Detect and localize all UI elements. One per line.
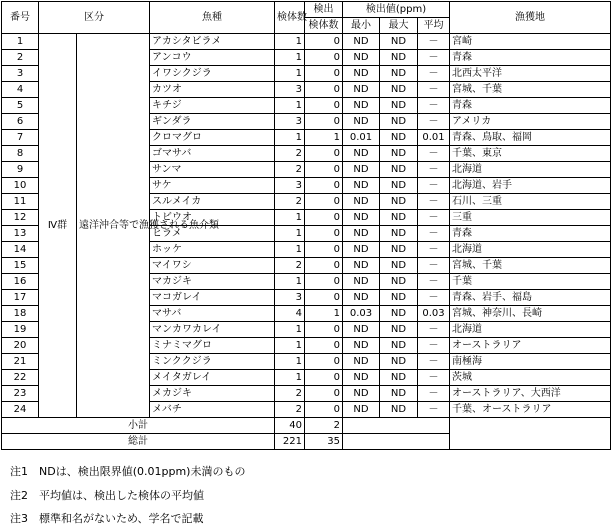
sample-count: 2	[275, 386, 305, 402]
value-min: ND	[343, 82, 380, 98]
value-avg: －	[418, 50, 450, 66]
row-number: 13	[2, 226, 39, 242]
value-max: ND	[380, 370, 418, 386]
value-avg: －	[418, 290, 450, 306]
value-min: ND	[343, 178, 380, 194]
fish-name: サンマ	[150, 162, 275, 178]
fish-name: ミンククジラ	[150, 354, 275, 370]
value-min: ND	[343, 322, 380, 338]
value-max: ND	[380, 322, 418, 338]
value-avg: －	[418, 242, 450, 258]
fish-name: メイタガレイ	[150, 370, 275, 386]
row-number: 2	[2, 50, 39, 66]
subtotal-row	[2, 418, 611, 434]
sample-count: 4	[275, 306, 305, 322]
row-number: 11	[2, 194, 39, 210]
value-avg: 0.01	[418, 130, 450, 146]
detected-count: 0	[305, 322, 343, 338]
catch-area: 青森	[450, 50, 611, 66]
value-max: ND	[380, 146, 418, 162]
detected-count: 0	[305, 162, 343, 178]
value-avg: －	[418, 98, 450, 114]
sample-count: 1	[275, 322, 305, 338]
value-avg: －	[418, 34, 450, 50]
sample-count: 1	[275, 338, 305, 354]
value-avg: －	[418, 146, 450, 162]
sample-count: 3	[275, 290, 305, 306]
header-max: 最大	[380, 18, 418, 34]
row-number: 6	[2, 114, 39, 130]
value-min: ND	[343, 258, 380, 274]
catch-area: オーストラリア	[450, 338, 611, 354]
row-number: 17	[2, 290, 39, 306]
value-min: ND	[343, 226, 380, 242]
detected-count: 0	[305, 370, 343, 386]
fish-name: アンコウ	[150, 50, 275, 66]
value-min: ND	[343, 194, 380, 210]
value-max: ND	[380, 226, 418, 242]
value-max: ND	[380, 402, 418, 418]
value-max: ND	[380, 354, 418, 370]
value-max: ND	[380, 194, 418, 210]
value-max: ND	[380, 242, 418, 258]
detected-count: 0	[305, 258, 343, 274]
detected-count: 0	[305, 402, 343, 418]
sample-count: 1	[275, 370, 305, 386]
fish-name: アカシタビラメ	[150, 34, 275, 50]
sample-count: 2	[275, 258, 305, 274]
header-fish: 魚種	[150, 2, 275, 34]
value-avg: －	[418, 178, 450, 194]
catch-area: 千葉	[450, 274, 611, 290]
header-category: 区分	[39, 2, 150, 34]
fish-name: マサバ	[150, 306, 275, 322]
detected-count: 0	[305, 114, 343, 130]
catch-area: 北西太平洋	[450, 66, 611, 82]
row-number: 21	[2, 354, 39, 370]
fish-name: ミナミマグロ	[150, 338, 275, 354]
fish-name: カツオ	[150, 82, 275, 98]
sample-count: 1	[275, 50, 305, 66]
detected-count: 0	[305, 50, 343, 66]
subtotal-samples: 40	[275, 418, 305, 434]
value-min: ND	[343, 66, 380, 82]
sample-count: 1	[275, 210, 305, 226]
detected-count: 0	[305, 274, 343, 290]
detected-count: 0	[305, 34, 343, 50]
row-number: 4	[2, 82, 39, 98]
catch-area: 千葉、オーストラリア	[450, 402, 611, 418]
row-number: 7	[2, 130, 39, 146]
catch-area: 宮城、神奈川、長崎	[450, 306, 611, 322]
row-number: 16	[2, 274, 39, 290]
row-number: 9	[2, 162, 39, 178]
header-samples: 検体数	[275, 2, 305, 34]
sample-count: 3	[275, 114, 305, 130]
row-number: 3	[2, 66, 39, 82]
header-value-group: 検出値(ppm)	[343, 2, 450, 18]
area-blank	[450, 418, 611, 450]
fish-name: サケ	[150, 178, 275, 194]
catch-area: 南極海	[450, 354, 611, 370]
value-min: ND	[343, 386, 380, 402]
value-max: ND	[380, 114, 418, 130]
sample-count: 2	[275, 146, 305, 162]
catch-area: 茨城	[450, 370, 611, 386]
fish-name: ホッケ	[150, 242, 275, 258]
value-max: ND	[380, 386, 418, 402]
value-max: ND	[380, 210, 418, 226]
value-avg: －	[418, 258, 450, 274]
value-min: ND	[343, 146, 380, 162]
fish-name: ゴマサバ	[150, 146, 275, 162]
value-max: ND	[380, 178, 418, 194]
value-avg: －	[418, 66, 450, 82]
value-avg: －	[418, 114, 450, 130]
value-avg: －	[418, 322, 450, 338]
value-min: ND	[343, 370, 380, 386]
value-max: ND	[380, 34, 418, 50]
header-detected-bottom: 検体数	[305, 18, 343, 34]
detected-count: 0	[305, 386, 343, 402]
value-min: ND	[343, 274, 380, 290]
row-number: 1	[2, 34, 39, 50]
header-area: 漁獲地	[450, 2, 611, 34]
catch-area: 宮城、千葉	[450, 82, 611, 98]
detected-count: 0	[305, 290, 343, 306]
value-min: ND	[343, 114, 380, 130]
catch-area: 青森	[450, 98, 611, 114]
catch-area: 北海道	[450, 162, 611, 178]
detected-count: 0	[305, 194, 343, 210]
value-avg: －	[418, 386, 450, 402]
group-description: 遠洋沖合等で漁獲される魚介類	[77, 34, 150, 418]
catch-area: 千葉、東京	[450, 146, 611, 162]
note-3: 注3 標準和名がないため、学名で記載	[10, 512, 204, 525]
row-number: 14	[2, 242, 39, 258]
row-number: 20	[2, 338, 39, 354]
sample-count: 1	[275, 66, 305, 82]
value-avg: －	[418, 210, 450, 226]
detected-count: 1	[305, 130, 343, 146]
value-max: ND	[380, 66, 418, 82]
detected-count: 0	[305, 178, 343, 194]
value-avg: －	[418, 162, 450, 178]
sample-count: 3	[275, 82, 305, 98]
value-max: ND	[380, 50, 418, 66]
sample-count: 1	[275, 98, 305, 114]
fish-name: マイワシ	[150, 258, 275, 274]
subtotal-label: 小計	[2, 418, 275, 434]
fish-name: スルメイカ	[150, 194, 275, 210]
value-min: ND	[343, 402, 380, 418]
catch-area: 青森	[450, 226, 611, 242]
fish-name: ギンダラ	[150, 114, 275, 130]
fish-name: トビウオ	[150, 210, 275, 226]
value-min: ND	[343, 98, 380, 114]
value-min: ND	[343, 50, 380, 66]
detected-count: 0	[305, 146, 343, 162]
catch-area: 青森、鳥取、福岡	[450, 130, 611, 146]
value-avg: －	[418, 194, 450, 210]
header-no: 番号	[2, 2, 39, 34]
value-avg: －	[418, 338, 450, 354]
row-number: 19	[2, 322, 39, 338]
detected-count: 0	[305, 98, 343, 114]
fish-name: マカジキ	[150, 274, 275, 290]
value-max: ND	[380, 82, 418, 98]
group-label: Ⅳ群	[39, 34, 77, 418]
row-number: 22	[2, 370, 39, 386]
fish-name: イワシクジラ	[150, 66, 275, 82]
fish-name: キチジ	[150, 98, 275, 114]
value-min: ND	[343, 210, 380, 226]
detected-count: 0	[305, 210, 343, 226]
catch-area: 宮城、千葉	[450, 258, 611, 274]
total-blank	[343, 434, 450, 450]
sample-count: 1	[275, 130, 305, 146]
row-number: 18	[2, 306, 39, 322]
catch-area: 北海道	[450, 242, 611, 258]
fish-name: メカジキ	[150, 386, 275, 402]
value-max: ND	[380, 130, 418, 146]
sample-count: 2	[275, 194, 305, 210]
detected-count: 1	[305, 306, 343, 322]
value-avg: －	[418, 402, 450, 418]
value-avg: －	[418, 354, 450, 370]
row-number: 15	[2, 258, 39, 274]
value-max: ND	[380, 338, 418, 354]
note-1: 注1 NDは、検出限界値(0.01ppm)未満のもの	[10, 465, 246, 478]
value-avg: －	[418, 82, 450, 98]
sample-count: 1	[275, 34, 305, 50]
value-max: ND	[380, 258, 418, 274]
fish-name: クロマグロ	[150, 130, 275, 146]
value-avg: －	[418, 274, 450, 290]
total-label: 総計	[2, 434, 275, 450]
value-avg: －	[418, 226, 450, 242]
fish-name: マンカワカレイ	[150, 322, 275, 338]
total-detected: 35	[305, 434, 343, 450]
row-number: 5	[2, 98, 39, 114]
value-min: ND	[343, 34, 380, 50]
catch-area: 三重	[450, 210, 611, 226]
sample-count: 1	[275, 226, 305, 242]
catch-area: 石川、三重	[450, 194, 611, 210]
detected-count: 0	[305, 354, 343, 370]
value-avg: －	[418, 370, 450, 386]
detected-count: 0	[305, 82, 343, 98]
row-number: 24	[2, 402, 39, 418]
catch-area: 宮崎	[450, 34, 611, 50]
sample-count: 1	[275, 274, 305, 290]
row-number: 10	[2, 178, 39, 194]
detected-count: 0	[305, 338, 343, 354]
catch-area: 青森、岩手、福島	[450, 290, 611, 306]
catch-area: 北海道	[450, 322, 611, 338]
fish-name: メバチ	[150, 402, 275, 418]
value-min: ND	[343, 242, 380, 258]
value-min: ND	[343, 162, 380, 178]
fish-name: マコガレイ	[150, 290, 275, 306]
value-max: ND	[380, 274, 418, 290]
value-max: ND	[380, 162, 418, 178]
note-2: 注2 平均値は、検出した検体の平均値	[10, 489, 204, 502]
subtotal-detected: 2	[305, 418, 343, 434]
value-min: 0.03	[343, 306, 380, 322]
value-max: ND	[380, 306, 418, 322]
detected-count: 0	[305, 242, 343, 258]
header-min: 最小	[343, 18, 380, 34]
value-avg: 0.03	[418, 306, 450, 322]
sample-count: 2	[275, 162, 305, 178]
value-min: 0.01	[343, 130, 380, 146]
row-number: 12	[2, 210, 39, 226]
total-samples: 221	[275, 434, 305, 450]
sample-count: 1	[275, 242, 305, 258]
table-row	[2, 34, 611, 50]
row-number: 8	[2, 146, 39, 162]
value-min: ND	[343, 354, 380, 370]
sample-count: 3	[275, 178, 305, 194]
value-max: ND	[380, 98, 418, 114]
header-detected-top: 検出	[305, 2, 343, 18]
sample-count: 2	[275, 402, 305, 418]
sample-count: 1	[275, 354, 305, 370]
value-min: ND	[343, 290, 380, 306]
catch-area: オーストラリア、大西洋	[450, 386, 611, 402]
row-number: 23	[2, 386, 39, 402]
header-avg: 平均	[418, 18, 450, 34]
detected-count: 0	[305, 66, 343, 82]
results-table	[1, 1, 611, 450]
value-min: ND	[343, 338, 380, 354]
catch-area: 北海道、岩手	[450, 178, 611, 194]
fish-name: ヒラメ	[150, 226, 275, 242]
catch-area: アメリカ	[450, 114, 611, 130]
value-max: ND	[380, 290, 418, 306]
subtotal-blank	[343, 418, 450, 434]
detected-count: 0	[305, 226, 343, 242]
